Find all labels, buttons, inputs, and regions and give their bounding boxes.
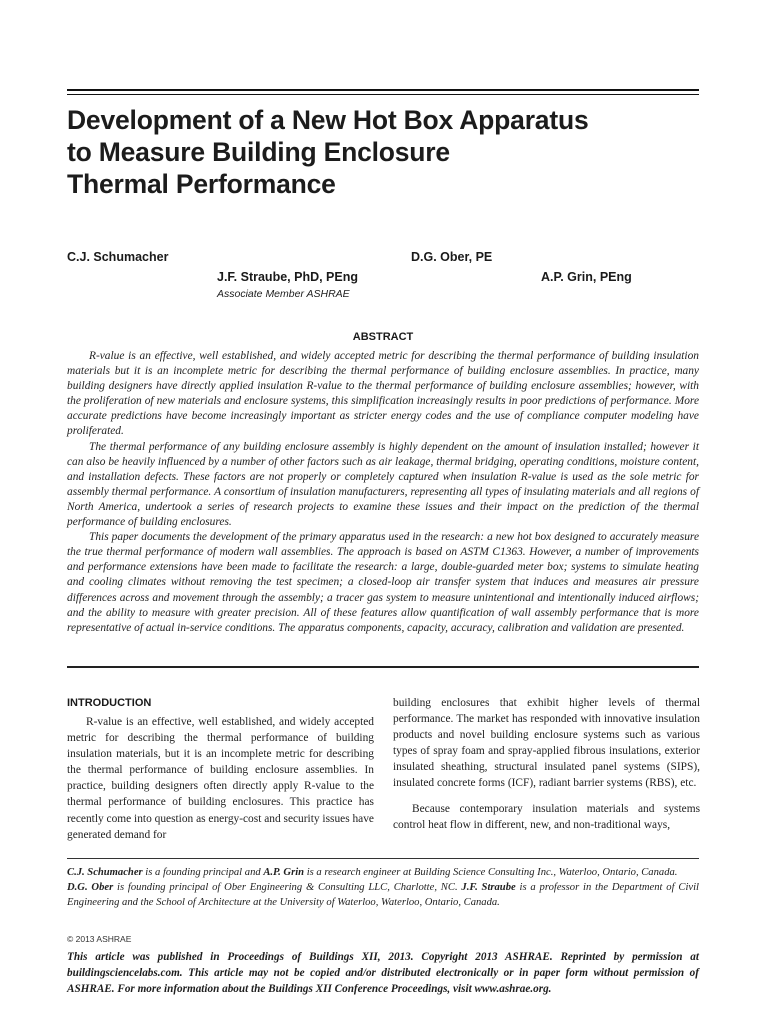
publication-note: This article was published in Proceedings of Buildings XII, 2013. Copyright 2013 ASHRAE. Reprinted by permission at buildingsciencelabs.com. This article may not be copied and/or distributed electronically or in paper form without permission of ASHRAE. For more information about the Buildings XII Conference Proceedings, visit www.ashrae.org. — [67, 951, 699, 995]
copyright-notice: © 2013 ASHRAE — [67, 934, 132, 944]
paper-title — [67, 104, 707, 200]
top-rule-thin — [67, 94, 699, 95]
abstract-paragraph: R-value is an effective, well established, and widely accepted metric for describing the thermal performance of building insulation materials but it is an incomplete metric for describing the thermal performance of building enclosure assemblies. In practice, many building designers have directly applied insulation R-value to the thermal performance of building enclosure assemblies; however, with the proliferation of new materials and enclosure systems, this simplification increasingly results in poor predictions of performance. More accurate predictions have become increasingly important as stricter energy codes and the use of compliance computer modeling have proliferated. — [67, 350, 699, 438]
author-straube-affiliation: Associate Member ASHRAE — [217, 288, 350, 300]
body-paragraph: Because contemporary insulation materials and systems control heat flow in different, new, and non-traditional ways, — [393, 802, 700, 831]
abstract-divider — [67, 666, 699, 668]
abstract-paragraph: The thermal performance of any building enclosure assembly is highly dependent on the amount of insulation installed; however it can also be heavily influenced by a number of other factors such as air leakage, thermal bridging, operating conditions, moisture content, and installation defects. These factors are not properly or completely captured when insulation R-value is used as the sole metric for assembly thermal performance. A consortium of insulation manufacturers, representing all types of insulating materials and all regions of North America, undertook a series of research projects to examine these issues and their impact on the prediction of the thermal performance of building enclosures. — [67, 440, 699, 529]
footnote-text: is founding principal of Ober Engineering & Consulting LLC, Charlotte, NC. — [113, 882, 462, 893]
author-footnote — [67, 865, 699, 910]
abstract-heading: ABSTRACT — [352, 331, 414, 343]
footnote-divider — [67, 858, 699, 859]
footnote-name: C.J. Schumacher — [67, 867, 143, 878]
author-schumacher: C.J. Schumacher — [67, 250, 169, 264]
top-rule-thick — [67, 89, 699, 91]
footnote-text: is a research engineer at Building Science Consulting Inc., Waterloo, Ontario, Canada. — [304, 867, 678, 878]
introduction-heading: INTRODUCTION — [67, 697, 152, 709]
abstract-body — [67, 349, 699, 636]
footnote-name: A.P. Grin — [263, 867, 305, 878]
title-line: to Measure Building Enclosure — [67, 137, 450, 167]
footnote-name: J.F. Straube — [461, 882, 516, 893]
title-line: Development of a New Hot Box Apparatus — [67, 105, 589, 135]
title-line: Thermal Performance — [67, 169, 336, 199]
author-grin: A.P. Grin, PEng — [541, 270, 632, 284]
footnote-name: D.G. Ober — [67, 882, 114, 893]
author-ober: D.G. Ober, PE — [411, 250, 493, 264]
body-column-left — [67, 695, 374, 843]
body-paragraph: building enclosures that exhibit higher levels of thermal performance. The market has responded with innovative insulation products and novel building enclosure systems such as various types of spray foam and spray-applied fibrous insulations, exterior insulated sheathing, structural insulated panel systems (SIPS), insulated concrete forms (ICF), radiant barrier systems (RBS), etc. — [393, 697, 700, 790]
footnote-text: is a founding principal and — [142, 867, 264, 878]
footnote-text: is a professor in the Department of Civil Engineering and the School of Architecture at the University of Waterloo, Waterloo, Ontario, Canada. — [67, 882, 699, 908]
body-column-right — [393, 695, 700, 833]
abstract-paragraph: This paper documents the development of the primary apparatus used in the research: a new hot box designed to accurately measure the true thermal performance of modern wall assemblies. The approach is based on ASTM C1363. However, a number of improvements and performance extensions have been made to facilitate the research: a large, double-guarded meter box; systems to simulate heating and cooling climates without removing the test specimen; a closed-loop air transfer system that induces and measures air pressure differences across and movement through the assembly; a tracer gas system to measure unintentional and intentionally induced airflows; and the ability to measure with greater precision. All of these features allow quantification of wall assembly performance that is more representative of actual in-service conditions. The apparatus components, capacity, accuracy, calibration and validation are presented. — [67, 531, 699, 634]
body-paragraph: R-value is an effective, well established, and widely accepted metric for describing the thermal performance of building insulation materials, but it is an incomplete metric for describing the thermal performance of building enclosure assemblies. In practice, building designers often directly apply R-value to the thermal performance of building enclosures. This practice has recently come into question as energy-cost and security issues have generated demand for — [67, 716, 374, 841]
author-straube: J.F. Straube, PhD, PEng — [217, 270, 358, 284]
